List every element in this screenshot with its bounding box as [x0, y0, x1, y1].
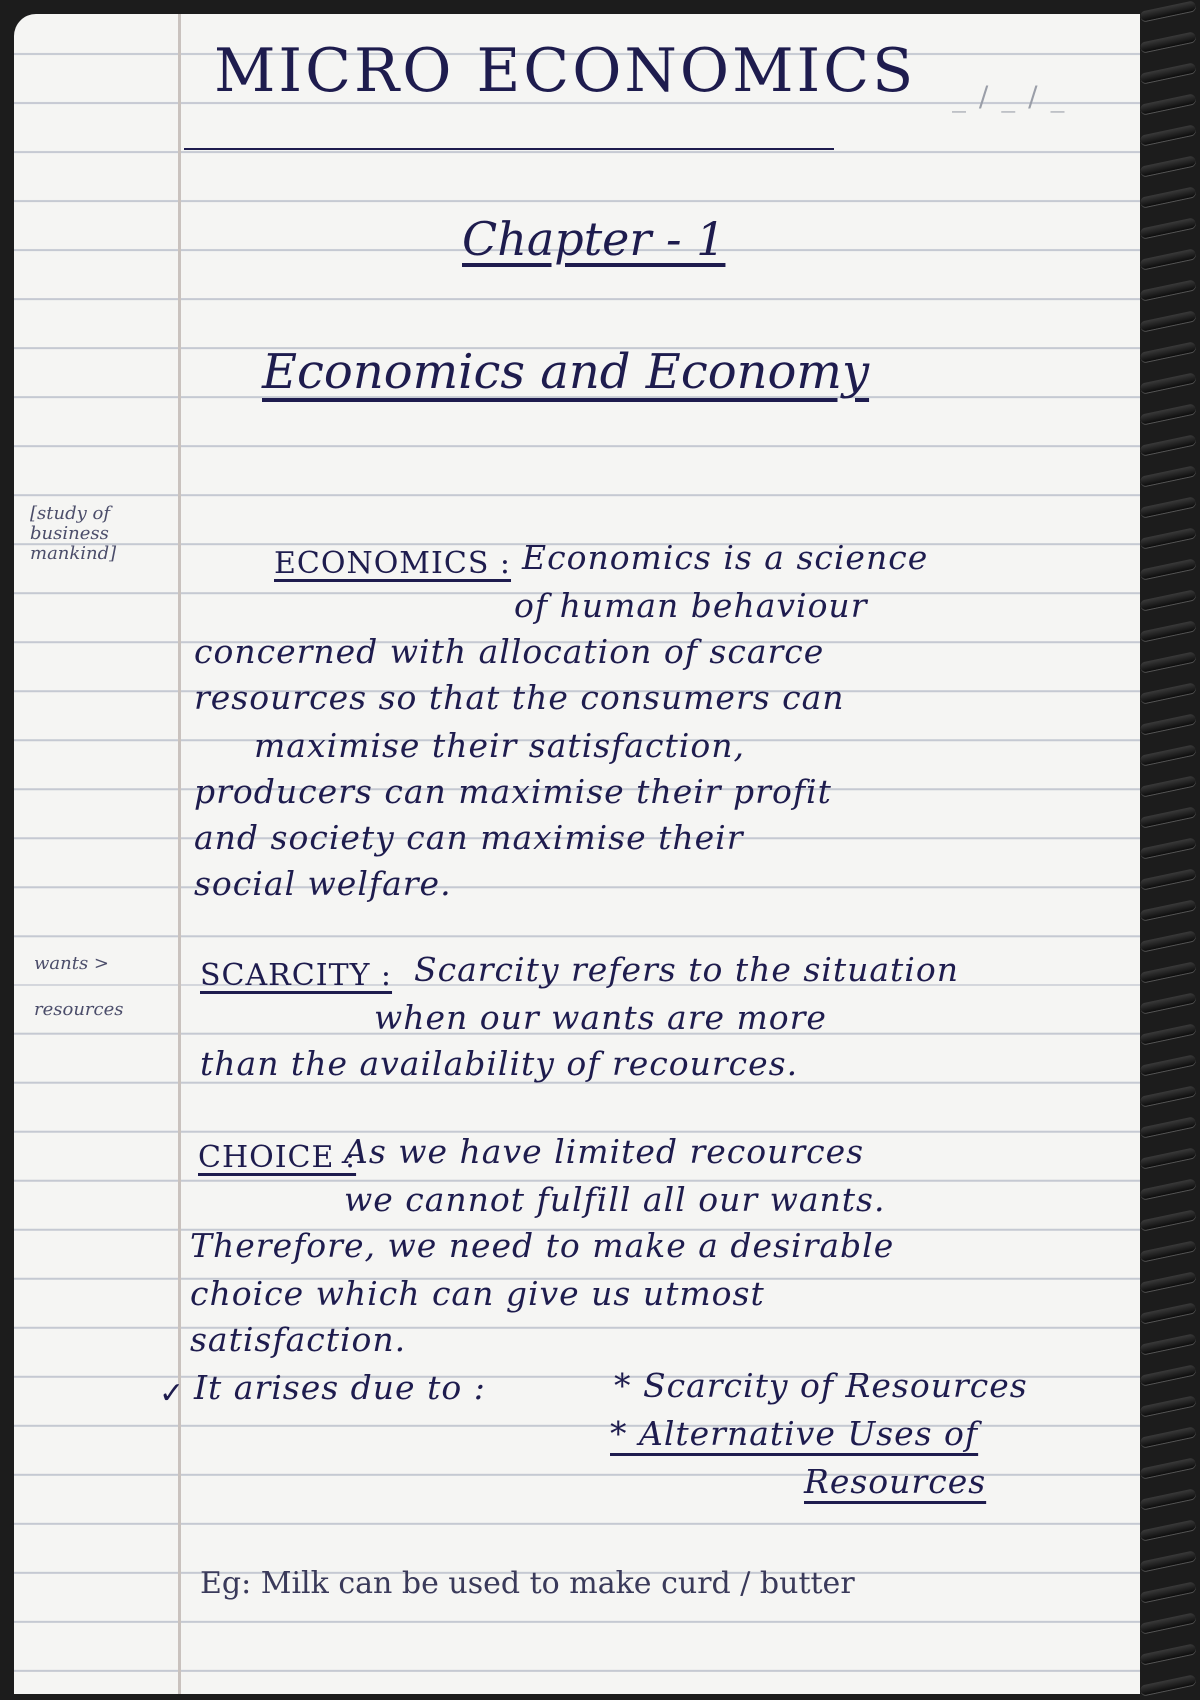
choice-bullet-cont: Resources [804, 1462, 987, 1501]
choice-bullet: * Scarcity of Resources [614, 1366, 1028, 1405]
choice-term-label: CHOICE : [198, 1140, 357, 1175]
spiral-coil [1140, 744, 1197, 765]
spiral-coil [1140, 465, 1197, 486]
economics-term [274, 542, 511, 581]
spiral-coil [1140, 1488, 1197, 1509]
date-blank: _ / _ / _ [952, 80, 1067, 113]
spiral-coil [1140, 899, 1197, 920]
spiral-coil [1140, 1519, 1197, 1540]
spiral-coil [1140, 1333, 1197, 1354]
spiral-coil [1140, 682, 1197, 703]
choice-line: It arises due to : [194, 1368, 486, 1407]
spiral-coil [1140, 186, 1197, 207]
section-heading: Economics and Economy [262, 344, 870, 400]
spiral-coil [1140, 1085, 1197, 1106]
side-note-line: [study of [30, 503, 110, 524]
economics-term-label: ECONOMICS : [274, 546, 512, 581]
spiral-coil [1140, 868, 1197, 889]
spiral-coil [1140, 589, 1197, 610]
spiral-coil [1140, 155, 1197, 176]
spiral-coil [1140, 961, 1197, 982]
spiral-coil [1140, 651, 1197, 672]
spiral-coil [1140, 1550, 1197, 1571]
spiral-coil [1140, 31, 1197, 52]
spiral-coil [1140, 930, 1197, 951]
title-underline [184, 148, 834, 150]
scarcity-line: when our wants are more [374, 998, 827, 1037]
scarcity-line: than the availability of recources. [200, 1044, 799, 1083]
spiral-coil [1140, 496, 1197, 517]
spiral-coil [1140, 279, 1197, 300]
spiral-coil [1140, 1023, 1197, 1044]
spiral-coil [1140, 1674, 1197, 1695]
spiral-coil [1140, 372, 1197, 393]
choice-line: As we have limited recources [344, 1132, 865, 1171]
spiral-coil [1140, 1364, 1197, 1385]
economics-line: maximise their satisfaction, [254, 726, 745, 765]
spiral-coil [1140, 1581, 1197, 1602]
spiral-coil [1140, 837, 1197, 858]
spiral-coil [1140, 0, 1197, 21]
economics-line: producers can maximise their profit [194, 772, 832, 811]
page-title: MICRO ECONOMICS [214, 36, 917, 106]
side-note-wants [34, 954, 124, 1020]
chapter-label: Chapter - 1 [462, 212, 726, 266]
spiral-coil [1140, 1116, 1197, 1137]
spiral-coil [1140, 1302, 1197, 1323]
side-note-line: wants > [34, 953, 110, 974]
spiral-coil [1140, 217, 1197, 238]
spiral-coil [1140, 1457, 1197, 1478]
scarcity-term [200, 954, 392, 993]
scarcity-line: Scarcity refers to the situation [414, 950, 959, 989]
spiral-coil [1140, 310, 1197, 331]
side-note-line: business [30, 523, 109, 544]
notebook-page [14, 14, 1140, 1694]
choice-line: Therefore, we need to make a desirable [190, 1226, 895, 1265]
side-note-line: mankind] [30, 543, 117, 564]
economics-line: and society can maximise their [194, 818, 744, 857]
economics-line: of human behaviour [514, 586, 868, 625]
margin-line [178, 14, 181, 1694]
spiral-coil [1140, 1209, 1197, 1230]
spiral-coil [1140, 1426, 1197, 1447]
spiral-coil [1140, 341, 1197, 362]
spiral-coil [1140, 93, 1197, 114]
side-note-study [30, 504, 116, 564]
spiral-coil [1140, 1271, 1197, 1292]
spiral-coil [1140, 248, 1197, 269]
spiral-coil [1140, 527, 1197, 548]
economics-line: Economics is a science [522, 538, 929, 577]
spiral-coil [1140, 1643, 1197, 1664]
spiral-coil [1140, 1395, 1197, 1416]
spiral-coil [1140, 713, 1197, 734]
choice-line: choice which can give us utmost [190, 1274, 765, 1313]
choice-line: we cannot fulfill all our wants. [344, 1180, 886, 1219]
economics-line: social welfare. [194, 864, 452, 903]
side-note-line: resources [34, 999, 124, 1020]
choice-bullet: * Alternative Uses of [610, 1414, 979, 1453]
spiral-coil [1140, 1240, 1197, 1261]
spiral-coil [1140, 62, 1197, 83]
economics-line: resources so that the consumers can [194, 678, 845, 717]
spiral-coil [1140, 806, 1197, 827]
spiral-coil [1140, 1054, 1197, 1075]
spiral-binding [1140, 0, 1200, 1700]
spiral-coil [1140, 1178, 1197, 1199]
checkmark-icon: ✓ [159, 1376, 185, 1411]
choice-term [198, 1136, 356, 1175]
spiral-coil [1140, 434, 1197, 455]
choice-line: satisfaction. [190, 1320, 407, 1359]
scarcity-term-label: SCARCITY : [200, 958, 393, 993]
spiral-coil [1140, 558, 1197, 579]
spiral-coil [1140, 992, 1197, 1013]
economics-line: concerned with allocation of scarce [194, 632, 825, 671]
spiral-coil [1140, 1147, 1197, 1168]
example-line: Eg: Milk can be used to make curd / butter [200, 1566, 855, 1601]
spiral-coil [1140, 620, 1197, 641]
spiral-coil [1140, 1612, 1197, 1633]
spiral-coil [1140, 403, 1197, 424]
spiral-coil [1140, 775, 1197, 796]
spiral-coil [1140, 124, 1197, 145]
